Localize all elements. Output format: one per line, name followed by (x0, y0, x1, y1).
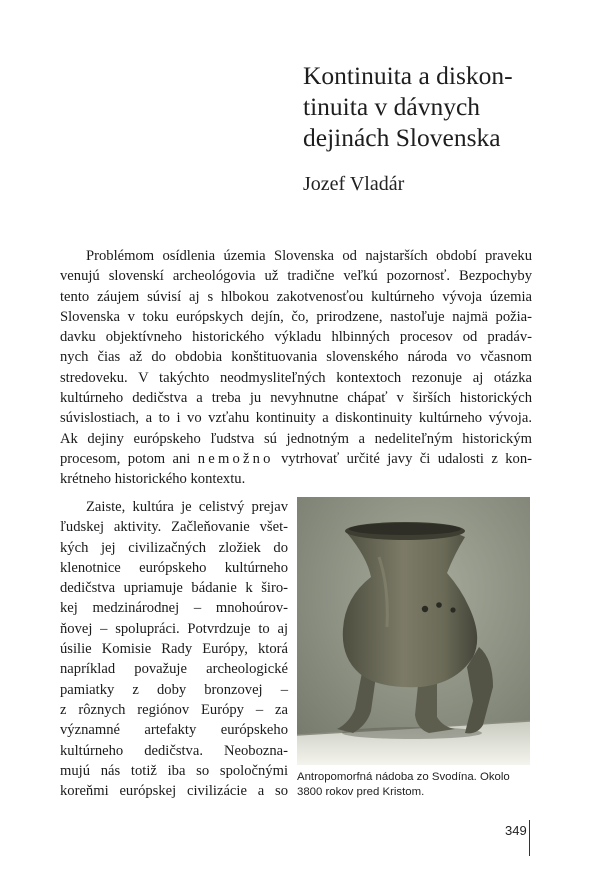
vessel-dot (450, 607, 455, 612)
paragraph-line: Ak dejiny európskeho ľudstva sú jednotným a nedeliteľným historickým (60, 430, 532, 447)
vessel-dot (436, 602, 442, 608)
caption-line: 3800 rokov pred Kristom. (297, 786, 425, 798)
paragraph-line-emphasis (60, 449, 532, 469)
paragraph-line: klenotnice európskeho kultúrneho (60, 559, 288, 576)
paragraph-line: davku objektívneho historického výkladu hlbinných procesov od pradáv- (60, 329, 532, 346)
article-title-line: dejinách Slovenska (303, 123, 501, 152)
vessel-photo (297, 497, 530, 765)
paragraph-line: z rôznych regiónov Európy – za (60, 701, 288, 718)
paragraph-line: napríklad považuje archeologické (60, 661, 288, 678)
paragraph-line: kej medzinárodnej – mnohoúrov- (60, 600, 288, 617)
second-paragraph (60, 497, 288, 801)
author-name: Jozef Vladár (303, 173, 405, 195)
paragraph-line: koreňmi európskej civilizácie a so (60, 783, 288, 800)
paragraph-line: ňovej – spolupráci. Potvrdzuje to aj (60, 620, 288, 637)
article-title (303, 60, 583, 153)
paragraph-line: Problémom osídlenia územia Slovenska od najstarších období praveku (86, 248, 532, 264)
paragraph-line: stredoveku. V takýchto neodmysliteľných kontextoch rezonuje aj otázka (60, 369, 532, 386)
intro-paragraph (60, 246, 532, 490)
paragraph-line: pamiatky z doby bronzovej – (60, 681, 288, 698)
article-title-line: tinuita v dávnych (303, 92, 481, 121)
paragraph-line: Zaiste, kultúra je celistvý prejav (86, 499, 288, 515)
figure-caption (297, 770, 533, 800)
vessel-shadow (342, 727, 482, 739)
vessel-body (343, 525, 477, 687)
paragraph-line: ľudskej aktivity. Začleňovanie všet- (60, 519, 288, 536)
paragraph-line: krétneho historického kontextu. (60, 471, 246, 488)
vessel-illustration (297, 497, 530, 765)
paragraph-line: významné artefakty európskeho (60, 722, 288, 739)
text-run: vytrhovať určité javy či udalosti z kon- (273, 450, 532, 467)
page-number: 349 (505, 823, 527, 838)
paragraph-line: mujú nás totiž iba so spoločnými (60, 762, 288, 779)
page-number-rule (529, 820, 530, 856)
paragraph-line: nych čias až do obdobia konštituovania slovenského národa vo včasnom (60, 349, 532, 366)
paragraph-line: kých jej civilizačných zložiek do (60, 539, 288, 556)
article-title-line: Kontinuita a diskon- (303, 61, 513, 90)
paragraph-line: kultúrneho dedičstva. Neoboznа- (60, 742, 288, 759)
caption-line: Antropomorfná nádoba zo Svodína. Okolo (297, 771, 510, 783)
paragraph-line: kultúrneho dedičstva a treba ju nevyhnutne chápať v širších historických (60, 390, 532, 407)
vessel-opening (349, 523, 461, 535)
paragraph-line: dedičstva upriamuje bádanie k širo- (60, 580, 288, 597)
paragraph-line: úsilie Komisie Rady Európy, ktorá (60, 641, 288, 658)
paragraph-line: Slovenska v toku európskych dejín, čo, prirodzene, nastoľuje najmä požia- (60, 308, 532, 325)
paragraph-line: tento záujem súvisí aj s hlbokou zakotvenosťou kultúrneho vývoja územia (60, 288, 532, 305)
paragraph-line: súvislostiach, a to i vo vzťahu kontinuity a diskontinuity kultúrneho vývoja. (60, 410, 532, 427)
text-run: procesom, potom ani (60, 450, 198, 467)
paragraph-line: venujú slovenskí archeológovia už tradične veľkú pozornosť. Bezpochyby (60, 268, 532, 285)
spaced-emphasis: nemožno (197, 450, 274, 467)
vessel-dot (422, 606, 428, 612)
